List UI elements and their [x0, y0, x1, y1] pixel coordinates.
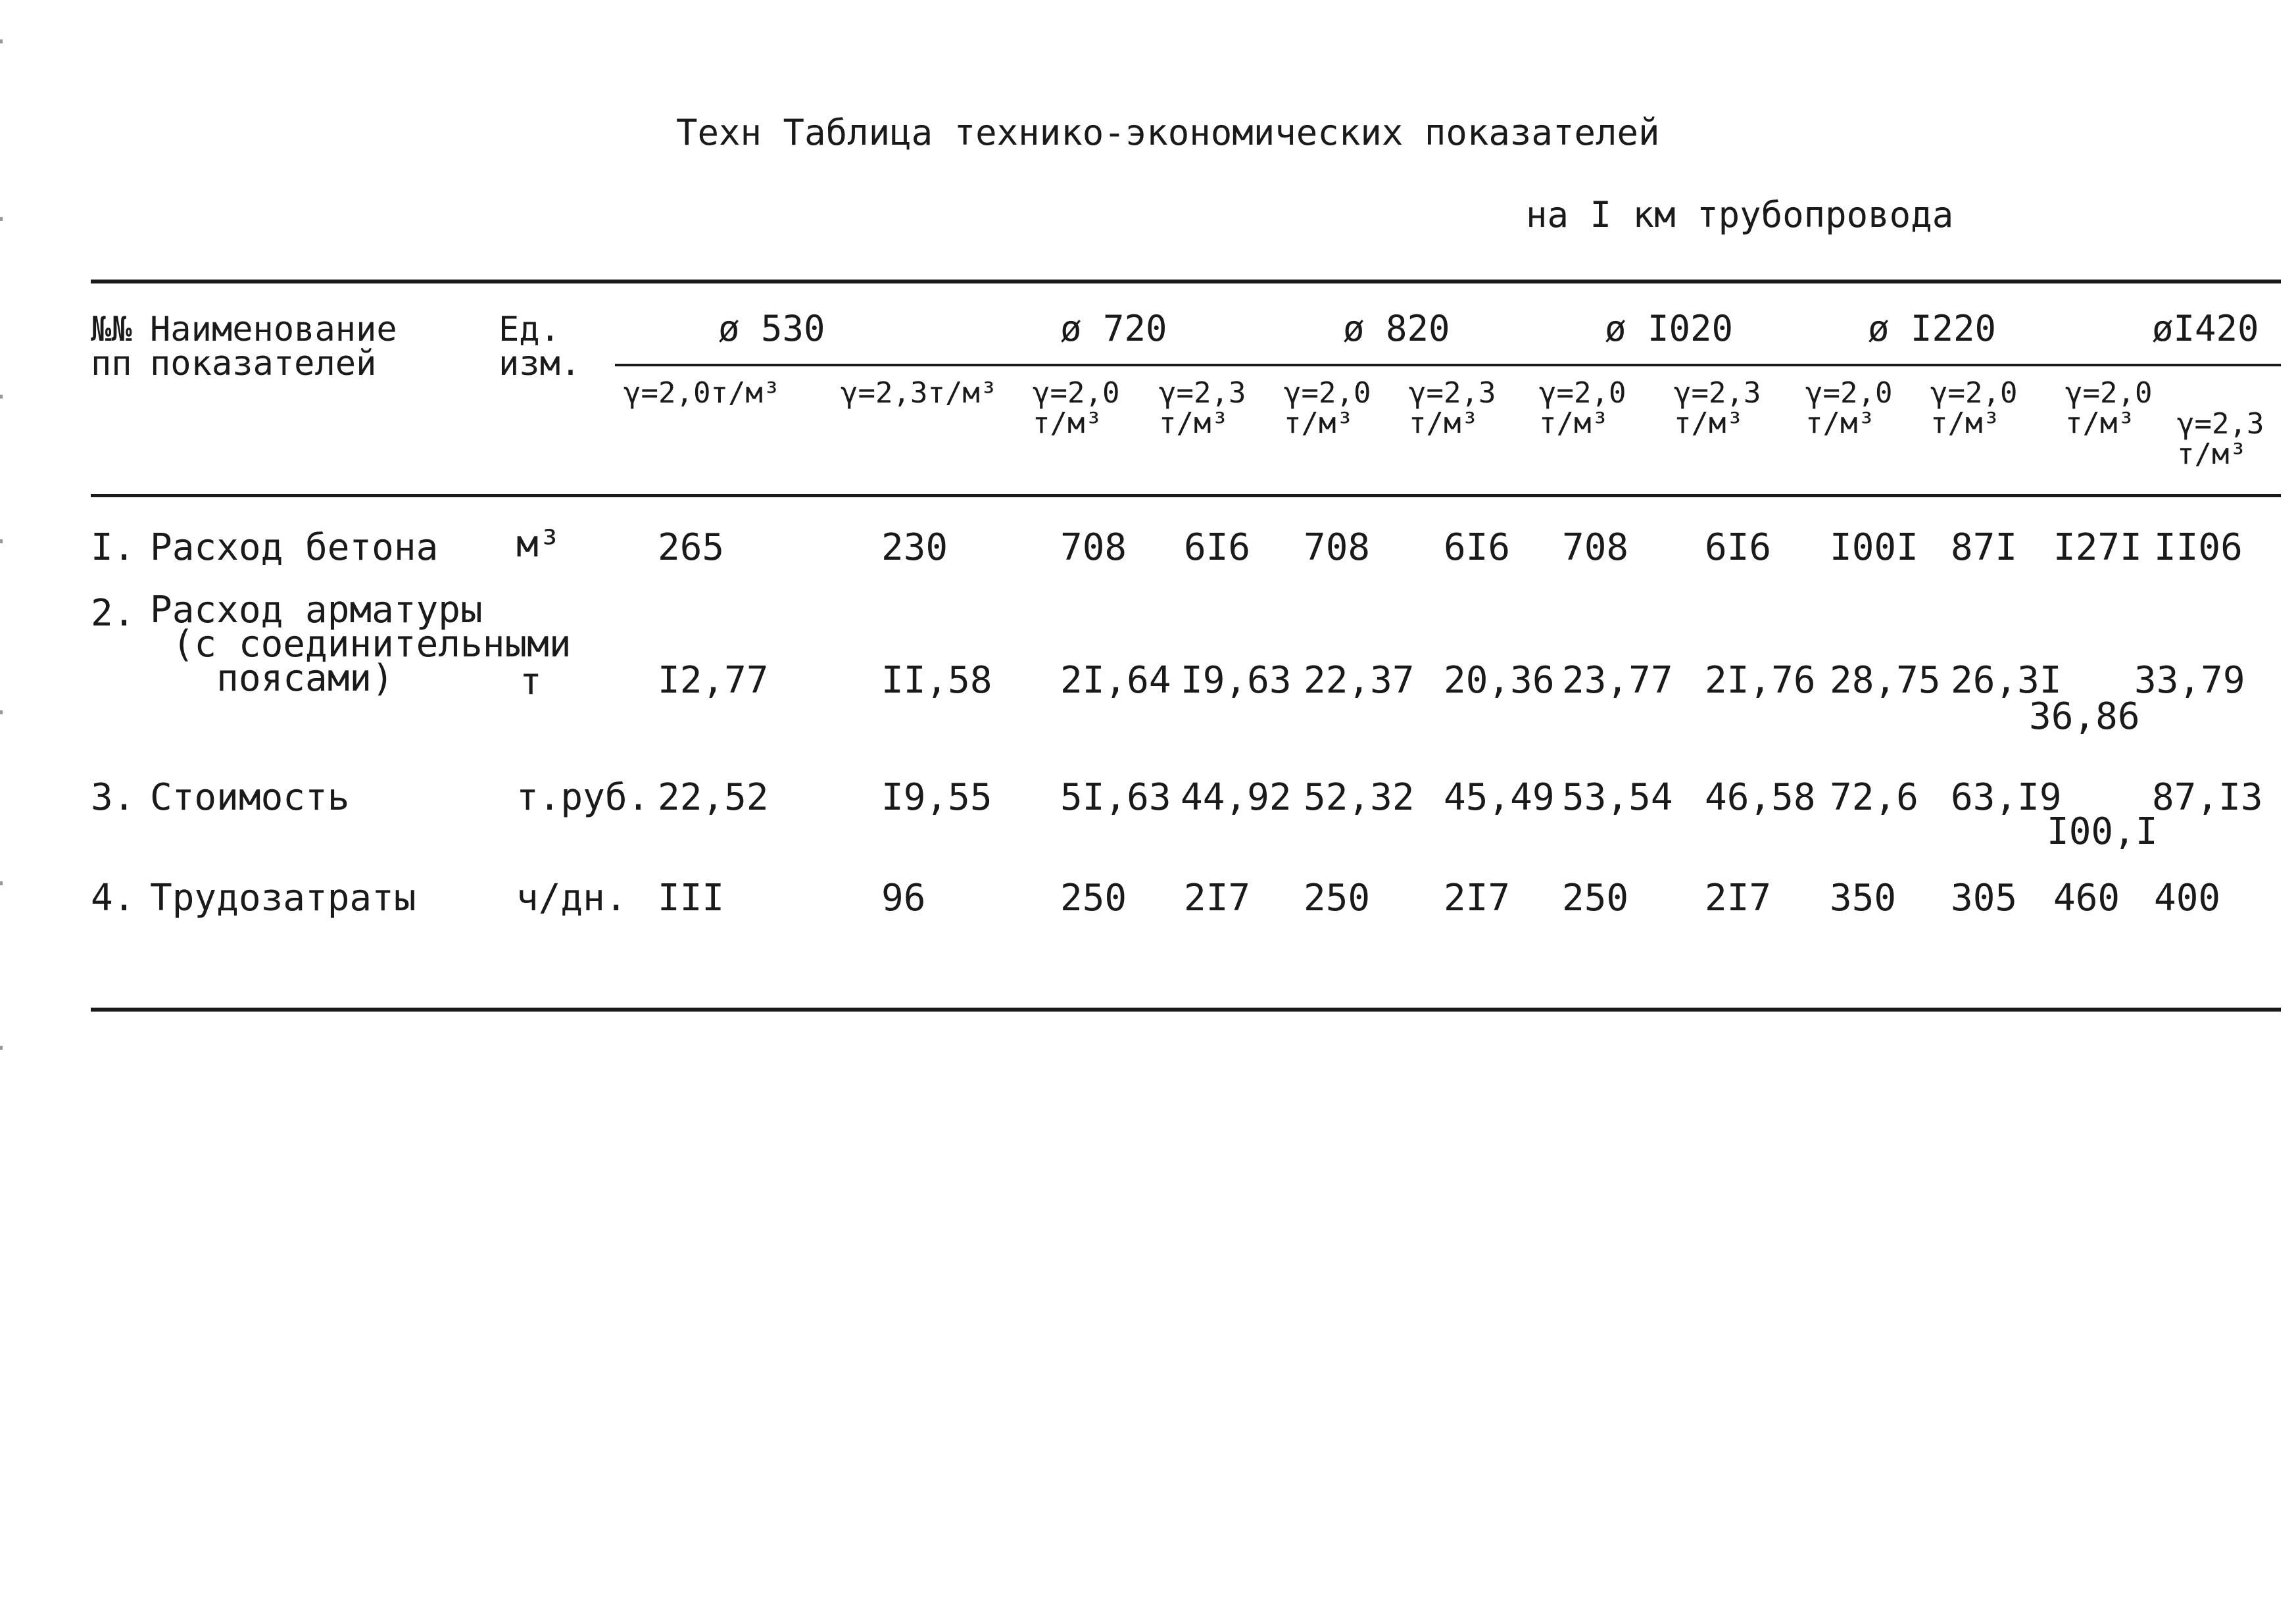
row-1-unit: м³: [516, 523, 561, 566]
density-header-3: γ=2,0 т/м³: [1033, 376, 1120, 440]
row-4-value: 2I7: [1184, 877, 1251, 919]
row-2-value: 28,75: [1830, 659, 1941, 702]
row-1-num: I.: [91, 526, 135, 569]
row-1-value: II06: [2154, 526, 2243, 569]
row-1-value: 87I: [1951, 526, 2018, 569]
row-1-value: 708: [1060, 526, 1127, 569]
density-header-8: γ=2,3 т/м³: [1674, 376, 1761, 440]
row-4-value: 250: [1304, 877, 1371, 919]
row-3-value: 72,6: [1830, 776, 1918, 819]
row-4-unit: ч/дн.: [516, 877, 627, 919]
scan-edge-mark: [0, 395, 3, 399]
header-diameter-530: ø 530: [718, 308, 825, 349]
header-unit: Ед. изм.: [499, 310, 581, 383]
row-4-value: 305: [1951, 877, 2018, 919]
density-header-6: γ=2,3 т/м³: [1409, 376, 1496, 440]
scan-edge-mark: [0, 539, 3, 543]
row-4-value: 250: [1060, 877, 1127, 919]
row-2-value: 23,77: [1562, 659, 1673, 702]
density-header-5: γ=2,0 т/м³: [1284, 376, 1371, 440]
row-2-num: 2.: [91, 592, 135, 635]
row-3-value: I00,I: [2047, 810, 2158, 853]
row-2-unit: т: [520, 660, 542, 703]
row-1-value: 6I6: [1184, 526, 1251, 569]
row-1-value: I27I: [2053, 526, 2142, 569]
row-3-value: 53,54: [1562, 776, 1673, 819]
row-1-name: Расход бетона: [150, 526, 439, 569]
row-2-value: 26,3I: [1951, 659, 2062, 702]
scan-edge-mark: [0, 217, 3, 221]
scan-edge-mark: [0, 710, 3, 714]
density-header-2: γ=2,3т/м³: [841, 376, 998, 410]
row-3-value: 63,I9: [1951, 776, 2062, 819]
header-diameter-1220: ø I220: [1868, 308, 1997, 349]
document-title: Техн Таблица технико-экономических показателей: [676, 112, 1660, 153]
row-2-name: Расход арматуры (с соединительными поясами): [150, 589, 572, 700]
row-4-name: Трудозатраты: [150, 877, 416, 919]
row-4-value: 250: [1562, 877, 1629, 919]
header-bottom-rule: [91, 494, 2281, 497]
header-diameter-1020: ø I020: [1605, 308, 1734, 349]
row-1-value: 6I6: [1705, 526, 1772, 569]
row-3-value: 45,49: [1444, 776, 1555, 819]
density-header-11: γ=2,0 т/м³: [2065, 376, 2153, 440]
density-header-12: γ=2,3 т/м³: [2177, 407, 2264, 471]
table-top-rule: [91, 280, 2281, 283]
header-diameter-1420: øI420: [2152, 308, 2259, 349]
scan-edge-mark: [0, 881, 3, 885]
row-4-value: 460: [2053, 877, 2120, 919]
row-3-unit: т.руб.: [516, 776, 650, 819]
density-header-10: γ=2,0 т/м³: [1930, 376, 2018, 440]
density-header-7: γ=2,0 т/м³: [1539, 376, 1626, 440]
row-2-value: 36,86: [2029, 695, 2140, 738]
row-4-value: 96: [881, 877, 926, 919]
row-4-num: 4.: [91, 877, 135, 919]
row-3-value: 5I,63: [1060, 776, 1171, 819]
header-sub-rule: [615, 364, 2281, 366]
row-1-value: 265: [658, 526, 725, 569]
row-2-value: I2,77: [658, 659, 769, 702]
row-2-value: I9,63: [1181, 659, 1292, 702]
scan-edge-mark: [0, 39, 3, 43]
density-header-9: γ=2,0 т/м³: [1805, 376, 1893, 440]
density-header-1: γ=2,0т/м³: [623, 376, 781, 410]
row-1-value: 230: [881, 526, 948, 569]
header-num: №№ пп: [91, 310, 132, 383]
row-3-value: 87,I3: [2152, 776, 2263, 819]
scan-edge-mark: [0, 1046, 3, 1050]
row-3-name: Стоимость: [150, 776, 350, 819]
row-2-value: II,58: [881, 659, 992, 702]
row-2-value: 22,37: [1304, 659, 1415, 702]
header-diameter-820: ø 820: [1343, 308, 1450, 349]
row-4-value: 400: [2154, 877, 2221, 919]
row-2-value: 33,79: [2134, 659, 2245, 702]
row-3-value: 22,52: [658, 776, 769, 819]
row-2-value: 2I,64: [1060, 659, 1171, 702]
row-2-value: 20,36: [1444, 659, 1555, 702]
row-3-value: 52,32: [1304, 776, 1415, 819]
row-4-value: 350: [1830, 877, 1897, 919]
table-bottom-rule: [91, 1008, 2281, 1012]
row-3-value: 44,92: [1181, 776, 1292, 819]
row-1-value: 6I6: [1444, 526, 1511, 569]
row-4-value: III: [658, 877, 725, 919]
row-1-value: 708: [1562, 526, 1629, 569]
row-3-value: I9,55: [881, 776, 992, 819]
header-name: Наименование показателей: [150, 310, 397, 383]
row-3-num: 3.: [91, 776, 135, 819]
row-2-value: 2I,76: [1705, 659, 1816, 702]
header-diameter-720: ø 720: [1060, 308, 1167, 349]
row-4-value: 2I7: [1705, 877, 1772, 919]
row-4-value: 2I7: [1444, 877, 1511, 919]
row-3-value: 46,58: [1705, 776, 1816, 819]
document-subtitle: на I км трубопровода: [1526, 194, 1954, 235]
row-1-value: 708: [1304, 526, 1371, 569]
row-1-value: I00I: [1830, 526, 1918, 569]
density-header-4: γ=2,3 т/м³: [1159, 376, 1246, 440]
